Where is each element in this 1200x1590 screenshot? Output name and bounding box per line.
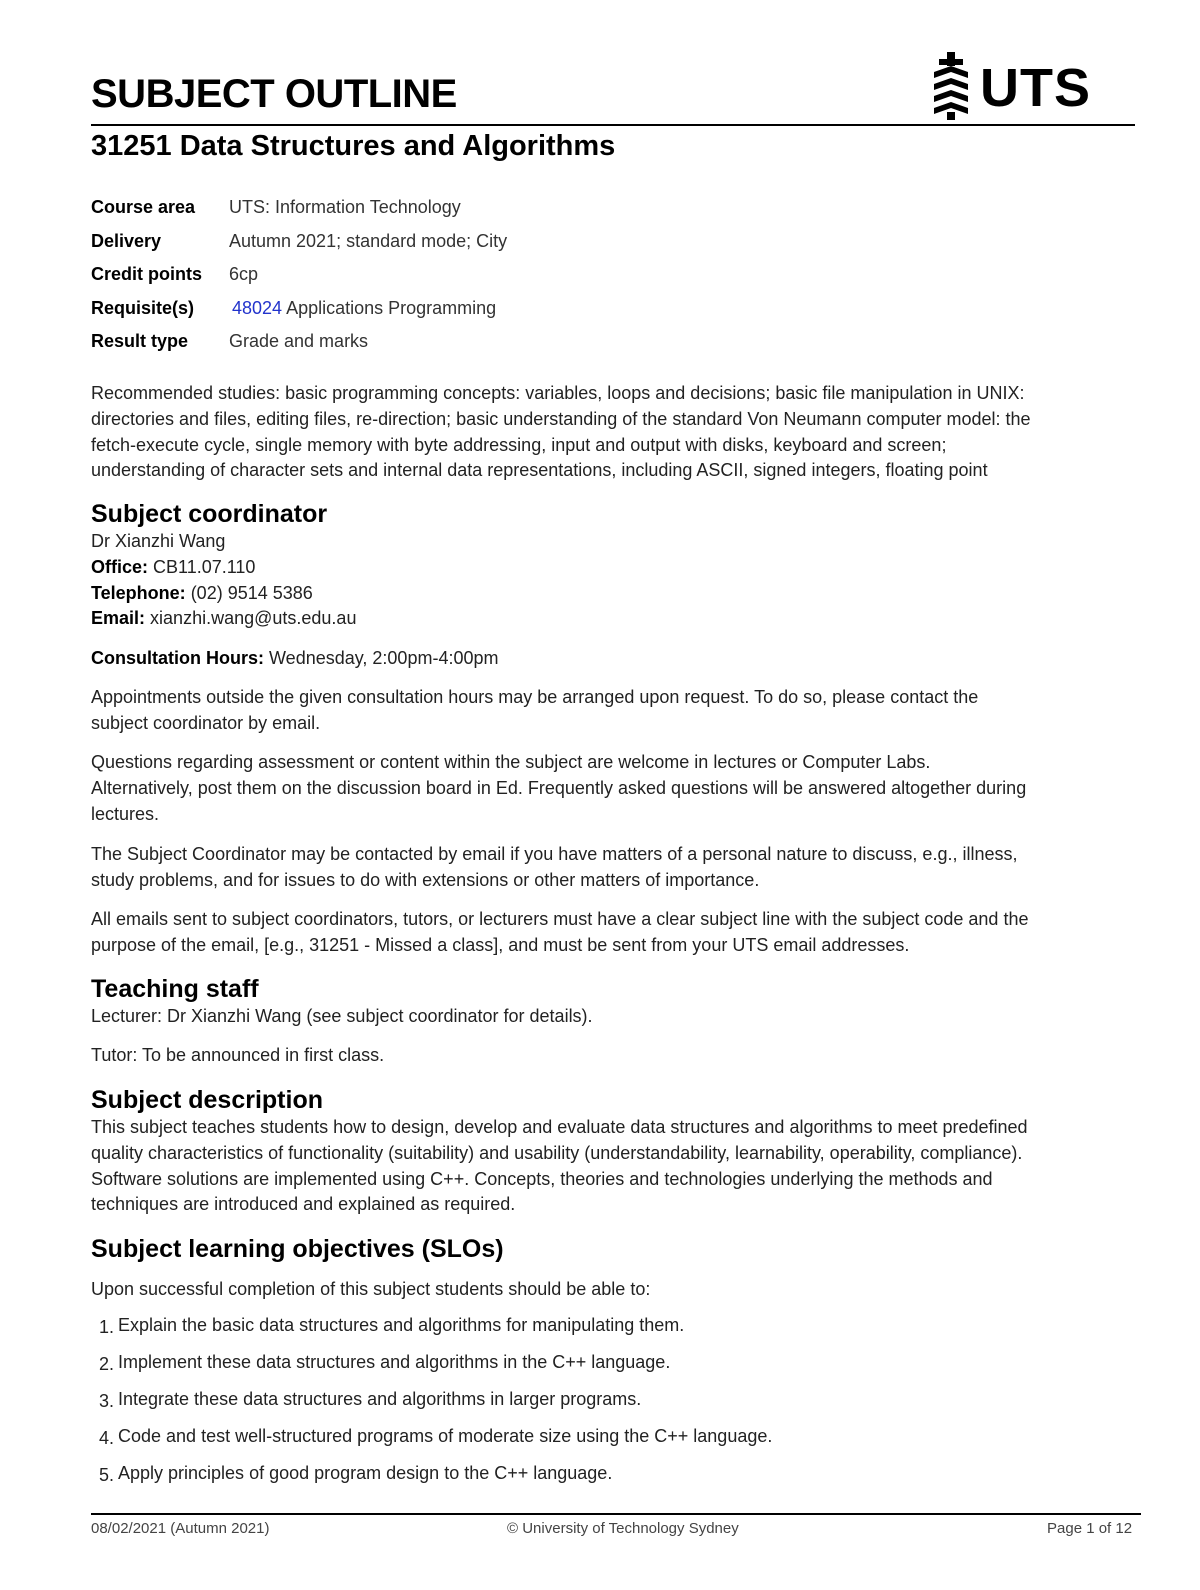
subject-title: 31251 Data Structures and Algorithms [91, 130, 616, 162]
email-label: Email: [91, 608, 146, 629]
info-label: Delivery [91, 230, 162, 251]
list-number: 3. [99, 1391, 115, 1411]
text-line: Software solutions are implemented using C++. Concepts, theories and technologies underlying the methods and [91, 1168, 993, 1189]
consultation-hours [91, 646, 1131, 672]
info-value [229, 295, 496, 321]
tutor-line [91, 1043, 1131, 1069]
objectives-intro-text: Upon successful completion of this subject students should be able to: [91, 1279, 651, 1299]
telephone-value: (02) 9514 5386 [190, 582, 313, 603]
lecturer-text: Lecturer: Dr Xianzhi Wang (see subject coordinator for details). [91, 1006, 593, 1026]
list-item [91, 1349, 1131, 1386]
text-line: Appointments outside the given consultation hours may be arranged upon request. To do so, please contact the [91, 687, 979, 707]
text-line: Questions regarding assessment or content within the subject are welcome in lectures or Computer Labs. [91, 752, 931, 772]
list-text: Implement these data structures and algorithms in the C++ language. [118, 1352, 671, 1372]
list-item [91, 1423, 1131, 1460]
text-line: Recommended studies: basic programming concepts: variables, loops and decisions; basic file manipulation in UNIX: [91, 383, 1025, 403]
text-line: subject coordinator by email. [91, 712, 321, 733]
info-value: Grade and marks [229, 331, 369, 351]
text-line: This subject teaches students how to design, develop and evaluate data structures and algorithms to meet predefined [91, 1117, 1028, 1137]
text-line: purpose of the email, [e.g., 31251 - Missed a class], and must be sent from your UTS email addresses. [91, 934, 910, 955]
appointments-paragraph [91, 685, 1131, 737]
info-label: Course area [91, 197, 196, 217]
text-line: All emails sent to subject coordinators, tutors, or lecturers must have a clear subject line with the subject code and the [91, 909, 1029, 929]
uts-emblem-icon [928, 50, 974, 122]
consultation-label: Consultation Hours: [91, 648, 264, 668]
objectives-list [91, 1312, 1131, 1497]
text-line: lectures. [91, 803, 160, 824]
logo-wordmark: UTS [980, 58, 1091, 118]
list-text: Explain the basic data structures and algorithms for manipulating them. [118, 1315, 685, 1335]
lecturer-line [91, 1004, 1131, 1030]
tutor-text: Tutor: To be announced in first class. [91, 1045, 385, 1065]
list-item [91, 1386, 1131, 1423]
office-line [91, 555, 1131, 581]
questions-paragraph [91, 750, 1131, 827]
email-value: xianzhi.wang@uts.edu.au [150, 608, 357, 629]
coordinator-heading: Subject coordinator [91, 500, 328, 528]
office-label: Office: [91, 556, 149, 577]
info-value: Autumn 2021; standard mode; City [229, 230, 508, 251]
footer-divider [91, 1513, 1141, 1515]
list-number: 1. [99, 1317, 115, 1337]
header-divider [91, 124, 1135, 126]
list-number: 5. [99, 1465, 115, 1485]
text-line: quality characteristics of functionality (suitability) and usability (understandability, learnability, operability, compliance). [91, 1142, 1023, 1163]
list-text: Integrate these data structures and algorithms in larger programs. [118, 1389, 642, 1409]
requisite-link[interactable]: 48024 [232, 297, 283, 318]
office-value: CB11.07.110 [153, 556, 256, 577]
teaching-staff-heading: Teaching staff [91, 975, 259, 1003]
consultation-value: Wednesday, 2:00pm-4:00pm [269, 648, 499, 668]
text-line: The Subject Coordinator may be contacted by email if you have matters of a personal nature to discuss, e.g., illness, [91, 844, 1018, 864]
text-line: techniques are introduced and explained as required. [91, 1194, 516, 1215]
list-number: 4. [99, 1428, 115, 1448]
uts-logo [928, 50, 1098, 122]
footer-date: 08/02/2021 (Autumn 2021) [91, 1520, 270, 1537]
recommended-studies [91, 381, 1131, 484]
telephone-label: Telephone: [91, 582, 186, 603]
info-value: 6cp [229, 264, 259, 284]
list-item [91, 1460, 1131, 1497]
text-line: Alternatively, post them on the discussion board in Ed. Frequently asked questions will be answered altogether during [91, 777, 1027, 798]
subject-description [91, 1115, 1131, 1218]
page-title: SUBJECT OUTLINE [91, 72, 457, 116]
list-text: Apply principles of good program design to the C++ language. [118, 1463, 613, 1483]
email-policy-paragraph [91, 907, 1131, 959]
info-label: Result type [91, 331, 189, 351]
requisite-name: Applications Programming [286, 297, 497, 318]
info-value: UTS: Information Technology [229, 197, 461, 217]
coordinator-contact [91, 529, 1131, 632]
objectives-intro [91, 1277, 1131, 1303]
footer-copyright: © University of Technology Sydney [507, 1520, 739, 1537]
text-line: understanding of character sets and internal data representations, including ASCII, signed integers, floating point [91, 460, 988, 481]
info-label: Requisite(s) [91, 297, 195, 318]
text-line: fetch-execute cycle, single memory with byte addressing, input and output with disks, keyboard and screen; [91, 434, 947, 455]
text-line: study problems, and for issues to do with extensions or other matters of importance. [91, 869, 760, 890]
telephone-line [91, 581, 1131, 607]
coordinator-name: Dr Xianzhi Wang [91, 531, 226, 551]
list-item [91, 1312, 1131, 1349]
contact-paragraph [91, 842, 1131, 894]
info-label: Credit points [91, 264, 202, 284]
list-text: Code and test well-structured programs of moderate size using the C++ language. [118, 1426, 773, 1446]
objectives-heading: Subject learning objectives (SLOs) [91, 1235, 504, 1263]
list-number: 2. [99, 1354, 115, 1374]
footer-page-number: Page 1 of 12 [1047, 1520, 1133, 1537]
email-line [91, 606, 1131, 632]
subject-description-heading: Subject description [91, 1086, 323, 1114]
text-line: directories and files, editing files, re-direction; basic understanding of the standard Von Neumann computer model: the [91, 408, 1031, 429]
